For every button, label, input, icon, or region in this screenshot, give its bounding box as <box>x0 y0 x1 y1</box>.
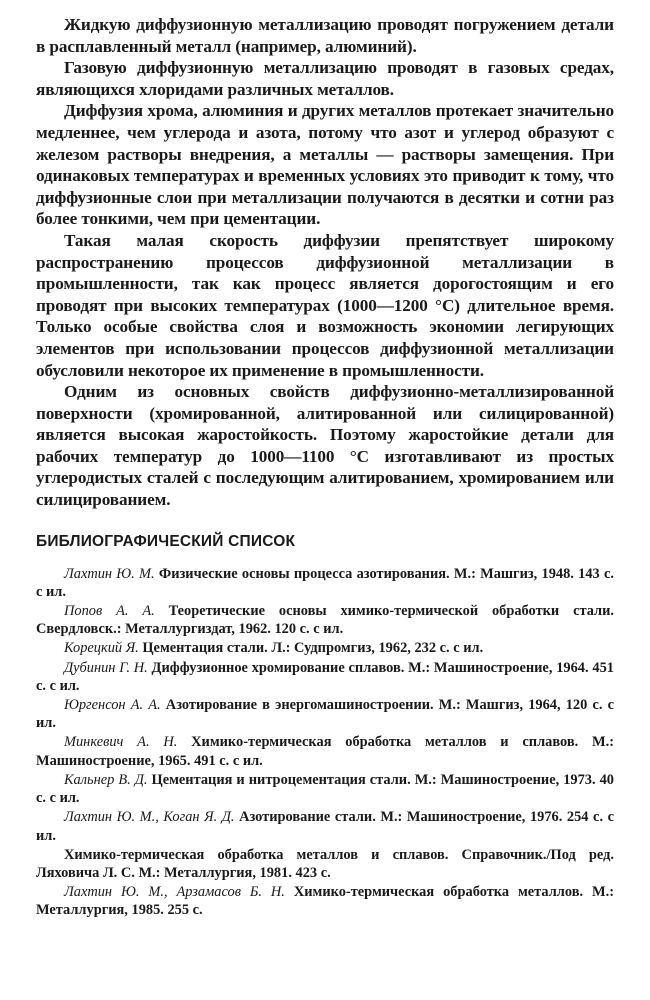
bibliography-item <box>36 565 614 601</box>
bibliography-list <box>36 565 614 920</box>
paragraph-gas-metallization: Газовую диффузионную металлизацию проводят в газовых средах, являющихся хлоридами различных металлов. <box>36 58 614 99</box>
bibliography-item <box>36 602 614 638</box>
reference-author: Минкевич А. Н. <box>64 734 178 751</box>
paragraph-diffusion-rate: Диффузия хрома, алюминия и других металлов протекает значительно медленнее, чем углерода и азота, потому что азот и углерод образуют с железом растворы внедрения, а металлы — растворы замещения. При одинаковых температурах и временных условиях это приводит к тому, что диффузионные слои при металлизации получаются в десятки и сотни раз более тонкими, чем при цементации. <box>36 101 614 229</box>
bibliography-item <box>36 733 614 769</box>
reference-author: Кальнер В. Д. <box>64 771 148 788</box>
bibliography-item <box>36 808 614 844</box>
reference-text: Химико-термическая обработка металлов и сплавов. М.: Машиностроение, 1965. 491 с. с ил. <box>36 734 614 769</box>
reference-author: Лахтин Ю. М. <box>64 565 155 582</box>
reference-text: Химико-термическая обработка металлов. М.: Металлургия, 1985. 255 с. <box>36 884 614 919</box>
bibliography-item <box>36 883 614 919</box>
bibliography-item <box>36 771 614 807</box>
reference-author: Лахтин Ю. М., Коган Я. Д. <box>64 809 235 826</box>
reference-author: Дубинин Г. Н. <box>64 659 148 676</box>
reference-author: Попов А. А. <box>64 603 155 620</box>
body-text <box>36 14 614 511</box>
reference-author: Лахтин Ю. М., Арзамасов Б. Н. <box>64 884 285 901</box>
reference-author: Корецкий Я. <box>64 640 139 657</box>
bibliography-item <box>36 639 614 657</box>
reference-author: Юргенсон А. А. <box>64 697 161 714</box>
paragraph-low-diffusion-speed: Такая малая скорость диффузии препятствует широкому распространению процессов диффузионной металлизации в промышленности, так как процесс является дорогостоящим и его проводят при высоких температурах (1000—1200 °С) длительное время. Только особые свойства слоя и возможность экономии легирующих элементов при использовании процессов диффузионной металлизации обусловили некоторое их применение в промышленности. <box>36 230 614 380</box>
reference-text: Диффузионное хромирование сплавов. М.: Машиностроение, 1964. 451 с. с ил. <box>36 659 614 694</box>
reference-text: Азотирование в энергомашиностроении. М.: Машгиз, 1964, 120 с. с ил. <box>36 697 614 732</box>
reference-text: Азотирование стали. М.: Машиностроение, 1976. 254 с. с ил. <box>36 809 615 844</box>
bibliography-item <box>36 696 614 732</box>
bibliography-item <box>36 659 614 695</box>
bibliography-item <box>36 846 614 882</box>
bibliography-heading: БИБЛИОГРАФИЧЕСКИЙ СПИСОК <box>36 532 296 550</box>
document-page <box>36 14 614 920</box>
paragraph-heat-resistance: Одним из основных свойств диффузионно-металлизированной поверхности (хромированной, алитированной или силицированной) является высокая жаростойкость. Поэтому жаростойкие детали для рабочих температур до 1000—1100 °С изготавливают из простых углеродистых сталей с последующим алитированием, хромированием или силицированием. <box>36 382 614 510</box>
reference-text: Физические основы процесса азотирования. М.: Машгиз, 1948. 143 с. с ил. <box>36 565 614 600</box>
reference-text: Цементация и нитроцементация стали. М.: Машиностроение, 1973. 40 с. с ил. <box>36 771 614 807</box>
reference-text: Химико-термическая обработка металлов и сплавов. Справочник./Под ред. Ляховича Л. С. М.: Металлургия, 1981. 423 с. <box>36 846 614 881</box>
reference-text: Цементация стали. Л.: Судпромгиз, 1962, 232 с. с ил. <box>138 640 484 657</box>
reference-text: Теоретические основы химико-термической обработки стали. Свердловск.: Металлургиздат, 1962. 120 с. с ил. <box>36 603 614 638</box>
paragraph-liquid-metallization: Жидкую диффузионную металлизацию проводят погружением детали в расплавленный металл (например, алюминий). <box>36 15 614 56</box>
